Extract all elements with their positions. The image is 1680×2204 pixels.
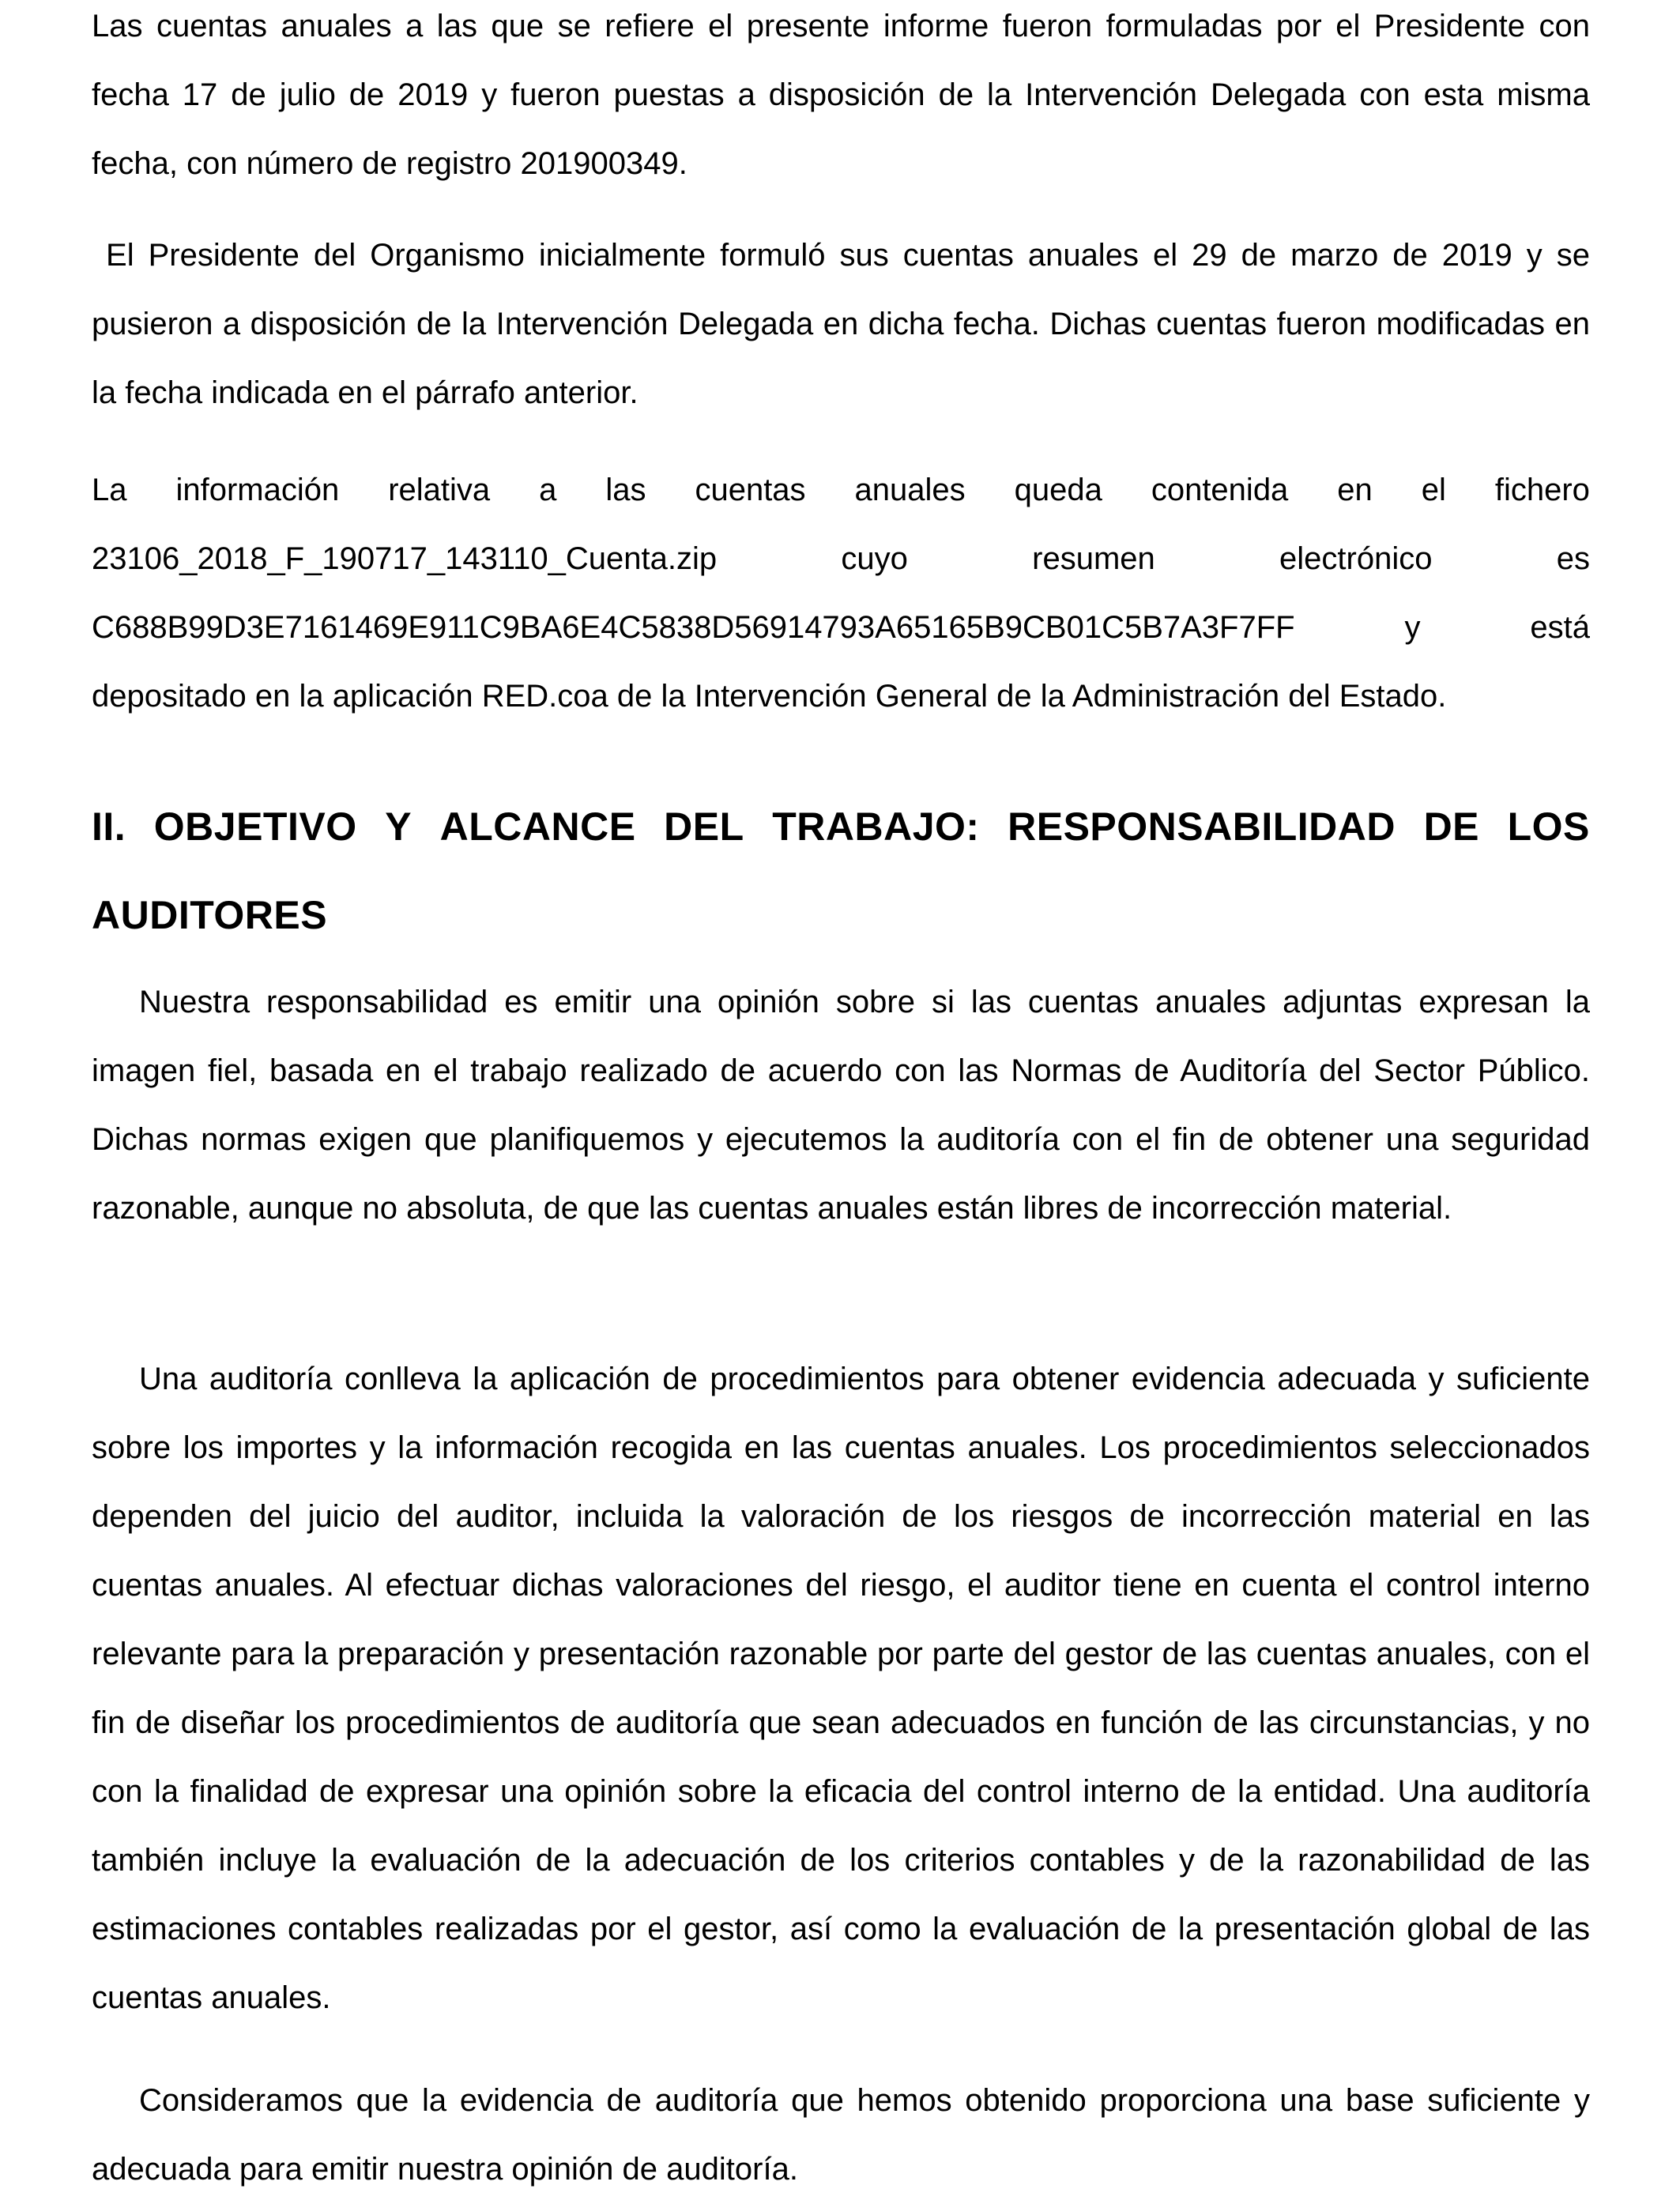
- file-hash: C688B99D3E7161469E911C9BA6E4C5838D56914793A65165B9CB01C5B7A3F7FF: [92, 610, 1295, 645]
- word: electrónico: [1279, 541, 1433, 576]
- section-heading-line-2: AUDITORES: [92, 893, 328, 937]
- file-name: 23106_2018_F_190717_143110_Cuenta.zip: [92, 541, 718, 576]
- heading-word: ALCANCE: [439, 804, 636, 849]
- word: resumen: [1032, 541, 1155, 576]
- heading-word: Y: [385, 804, 412, 849]
- paragraph-evidence: Consideramos que la evidencia de auditoría que hemos obtenido proporciona una base suficiente y adecuada para emitir nuestra opinión de auditoría.: [92, 2083, 1590, 2187]
- heading-word: OBJETIVO: [153, 804, 357, 849]
- paragraph-formulation: Las cuentas anuales a las que se refiere el presente informe fueron formuladas por el Presidente con fecha 17 de julio de 2019 y fueron puestas a disposición de la Intervención Delegada con esta misma fecha, con número de registro 201900349.: [92, 9, 1590, 181]
- paragraph-initial-formulation: [92, 221, 1590, 428]
- word: a: [539, 473, 557, 507]
- word: las: [605, 473, 646, 507]
- word: es: [1556, 541, 1590, 576]
- heading-word: RESPONSABILIDAD: [1008, 804, 1396, 849]
- word: relativa: [388, 473, 491, 507]
- word: información: [175, 473, 340, 507]
- file-info-line-3: [92, 593, 1590, 662]
- word: y: [1404, 610, 1421, 645]
- word: está: [1530, 610, 1590, 645]
- word: el: [1421, 473, 1446, 507]
- file-info-line-2: [92, 525, 1590, 593]
- word: anuales: [854, 473, 966, 507]
- word: queda: [1014, 473, 1102, 507]
- word: contenida: [1151, 473, 1289, 507]
- word: La: [92, 473, 127, 507]
- section-heading: [92, 782, 1590, 959]
- heading-word: DEL: [664, 804, 744, 849]
- paragraph-initial-formulation-text: El Presidente del Organismo inicialmente formuló sus cuentas anuales el 29 de marzo de 2019 y se pusieron a disposición de la Intervención Delegada en dicha fecha. Dichas cuentas fueron modificadas en la fecha indicada en el párrafo anterior.: [92, 238, 1590, 410]
- word: en: [1337, 473, 1373, 507]
- paragraph-audit-procedures: Una auditoría conlleva la aplicación de procedimientos para obtener evidencia adecuada y suficiente sobre los importes y la información recogida en las cuentas anuales. Los procedimientos seleccionados dependen del juicio del auditor, incluida la valoración de los riesgos de incorrección material en las cuentas anuales. Al efectuar dichas valoraciones del riesgo, el auditor tiene en cuenta el control interno relevante para la preparación y presentación razonable por parte del gestor de las cuentas anuales, con el fin de diseñar los procedimientos de auditoría que sean adecuados en función de las circunstancias, y no con la finalidad de expresar una opinión sobre la eficacia del control interno de la entidad. Una auditoría también incluye la evaluación de la adecuación de los criterios contables y de la razonabilidad de las estimaciones contables realizadas por el gestor, así como la evaluación de la presentación global de las cuentas anuales.: [92, 1362, 1590, 2015]
- heading-word: DE: [1423, 804, 1480, 849]
- word: cuyo: [841, 541, 908, 576]
- paragraph-file-info: [92, 456, 1590, 731]
- paragraph-responsibility: Nuestra responsabilidad es emitir una opinión sobre si las cuentas anuales adjuntas expresan la imagen fiel, basada en el trabajo realizado de acuerdo con las Normas de Auditoría del Sector Público. Dichas normas exigen que planifiquemos y ejecutemos la auditoría con el fin de obtener una seguridad razonable, aunque no absoluta, de que las cuentas anuales están libres de incorrección material.: [92, 985, 1590, 1226]
- file-info-line-1: [92, 456, 1590, 525]
- file-info-line-4: depositado en la aplicación RED.coa de la Intervención General de la Administración del Estado.: [92, 679, 1447, 714]
- heading-word: TRABAJO:: [772, 804, 980, 849]
- heading-word: LOS: [1507, 804, 1590, 849]
- section-heading-line-1: [92, 782, 1590, 871]
- heading-word: II.: [92, 804, 126, 849]
- word: cuentas: [695, 473, 806, 507]
- word: fichero: [1494, 473, 1590, 507]
